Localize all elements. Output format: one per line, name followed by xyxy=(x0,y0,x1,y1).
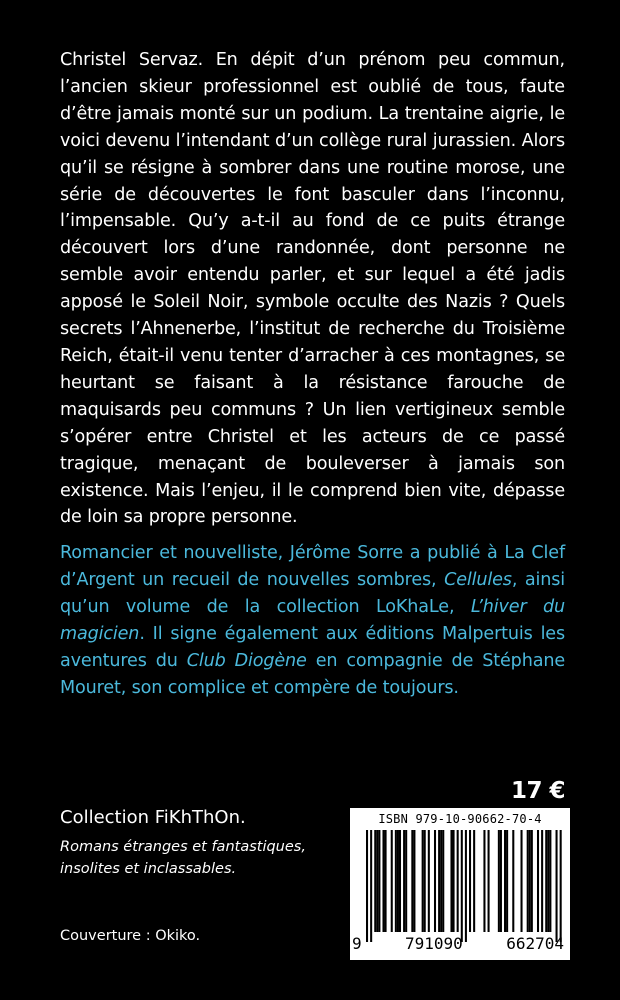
barcode-bar xyxy=(397,830,399,932)
barcode-bar xyxy=(527,830,529,932)
collection-name: Collection FiKhThOn. xyxy=(60,807,246,828)
barcode-bar xyxy=(560,830,562,942)
barcode-bar xyxy=(457,830,459,932)
barcode-bar xyxy=(512,830,514,932)
barcode-bar xyxy=(465,830,467,942)
barcode-bar xyxy=(413,830,415,932)
collection-tagline: Romans étranges et fantastiques, insolites et inclassables. xyxy=(60,839,306,877)
barcode-bar xyxy=(422,830,424,932)
barcode-bar xyxy=(531,830,533,932)
isbn-barcode xyxy=(350,808,570,960)
bio-text: en compagnie de Stéphane Mouret, son complice et compère de toujours. xyxy=(60,650,565,698)
barcode-bar xyxy=(469,830,471,932)
bio-text: Romancier et nouvelliste, Jérôme Sorre a publié à La Clef d’Argent un recueil de nouvelles sombres, xyxy=(60,543,565,590)
barcode-bar xyxy=(450,830,452,932)
author-bio-paragraph xyxy=(60,540,565,701)
barcode-bar xyxy=(545,830,547,932)
barcode-digits xyxy=(350,934,570,953)
barcode-bar xyxy=(399,830,401,932)
barcode-bar xyxy=(411,830,413,932)
barcode-digit-group: 791090 xyxy=(405,934,463,953)
blurb-paragraph: Christel Servaz. En dépit d’un prénom peu commun, l’ancien skieur professionnel est oublié de tous, faute d’être jamais monté sur un podium. La trentaine aigrie, le voici devenu l’intendant d’un collège rural jurassien. Alors qu’il se résigne à sombrer dans une routine morose, une série de découvertes le font basculer dans l’inconnu, l’impensable. Qu’y a-t-il au fond de ce puits étrange découvert lors d’une randonnée, dont personne ne semble avoir entendu parler, et sur lequel a été jadis apposé le Soleil Noir, symbole occulte des Nazis ? Quels secrets l’Ahnenerbe, l’institut de recherche du Troisième Reich, était-il venu tenter d’arracher à ces montagnes, se heurtant se faisant à la résistance farouche de maquisards peu communs ? Un lien vertigineux semble s’opérer entre Christel et les acteurs de ce passé tragique, menaçant de bouleverser à jamais son existence. Mais l’enjeu, il le comprend bien vite, dépasse de loin sa propre personne. xyxy=(60,50,565,528)
barcode-bar xyxy=(442,830,444,932)
barcode-bar xyxy=(428,830,430,932)
bio-text: , ainsi qu’un volume de la collection LoKhaLe, xyxy=(60,569,565,617)
barcode-bar xyxy=(483,830,485,932)
barcode-bar xyxy=(529,830,531,932)
bio-text: . Il signe également aux éditions Malpertuis les aventures du xyxy=(60,623,565,671)
barcode-bar xyxy=(556,830,558,942)
barcode-bar xyxy=(374,830,376,932)
barcode-bar xyxy=(500,830,502,932)
price: 17 € xyxy=(510,778,565,804)
barcode-bar xyxy=(473,830,475,932)
barcode-bar xyxy=(461,830,463,942)
bio-title: Cellules xyxy=(444,569,512,590)
barcode-bar xyxy=(424,830,426,932)
barcode-bar xyxy=(549,830,551,932)
cover-credit: Couverture : Okiko. xyxy=(60,928,201,944)
barcode-bar xyxy=(366,830,368,942)
barcode-bar xyxy=(547,830,549,932)
barcode-bar xyxy=(453,830,455,932)
barcode-bar xyxy=(370,830,372,942)
barcode-bar xyxy=(521,830,523,932)
barcode-bar xyxy=(385,830,387,932)
barcode-digit-group: 9 xyxy=(352,934,362,953)
barcode-bar xyxy=(378,830,380,932)
barcode-bar xyxy=(391,830,393,932)
barcode-digit-group: 662704 xyxy=(506,934,564,953)
isbn-label: ISBN 979-10-90662-70-4 xyxy=(378,812,542,826)
bio-title: L’hiver du magicien xyxy=(60,596,565,644)
barcode-bar xyxy=(541,830,543,932)
barcode-bar xyxy=(434,830,436,932)
barcode-bar xyxy=(376,830,378,932)
barcode-bar xyxy=(537,830,539,932)
barcode-bar xyxy=(403,830,405,932)
barcode-bar xyxy=(440,830,442,932)
barcode-bar xyxy=(506,830,508,932)
barcode-bar xyxy=(405,830,407,932)
barcode-bar xyxy=(498,830,500,932)
barcode-bar xyxy=(395,830,397,932)
barcode-bar xyxy=(488,830,490,932)
barcode-bar xyxy=(504,830,506,932)
bio-title: Club Diogène xyxy=(186,650,307,671)
barcode-bar xyxy=(438,830,440,932)
barcode-bar xyxy=(382,830,384,932)
